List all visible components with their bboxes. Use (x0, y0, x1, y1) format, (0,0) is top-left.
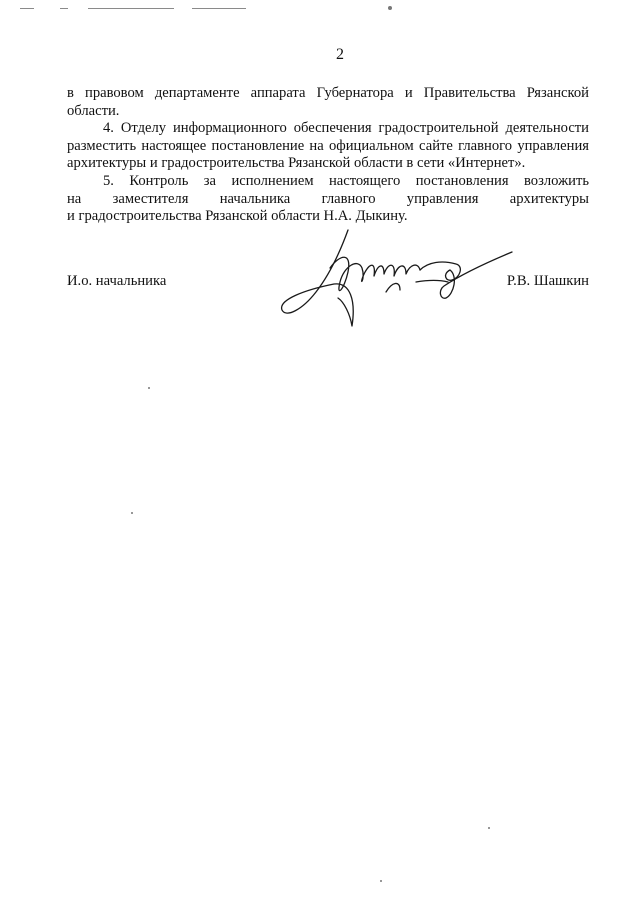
signatory-name: Р.В. Шашкин (506, 273, 589, 289)
scan-artifact (388, 6, 392, 10)
document-body (67, 85, 589, 226)
scan-artifact (20, 8, 34, 9)
paragraph-item-5-line-3: и градостроительства Рязанской области Н.А. Дыкину. (67, 208, 408, 225)
scan-artifact (88, 8, 174, 9)
page-number: 2 (336, 46, 344, 63)
scan-artifact (60, 8, 68, 9)
paragraph-continuation: в правовом департаменте аппарата Губернатора и Правительства Рязанской области. (67, 85, 589, 119)
paragraph-item-5-line-1: 5. Контроль за исполнением настоящего постановления возложить (103, 172, 589, 189)
scan-artifact (488, 827, 490, 829)
scan-artifact (148, 387, 150, 389)
scan-artifact (380, 880, 382, 882)
signatory-title: И.о. начальника (67, 273, 167, 289)
paragraph-item-4: 4. Отделу информационного обеспечения градостроительной деятельности разместить настоящее постановление на официальном сайте главного управления архитектуры и градостроительства Рязанской области в сети «Интернет». (67, 120, 589, 172)
scan-artifact (131, 512, 133, 514)
scan-artifact (192, 8, 246, 9)
paragraph-item-5-line-2: на заместителя начальника главного управления архитектуры (67, 190, 589, 207)
handwritten-signature (278, 222, 528, 342)
